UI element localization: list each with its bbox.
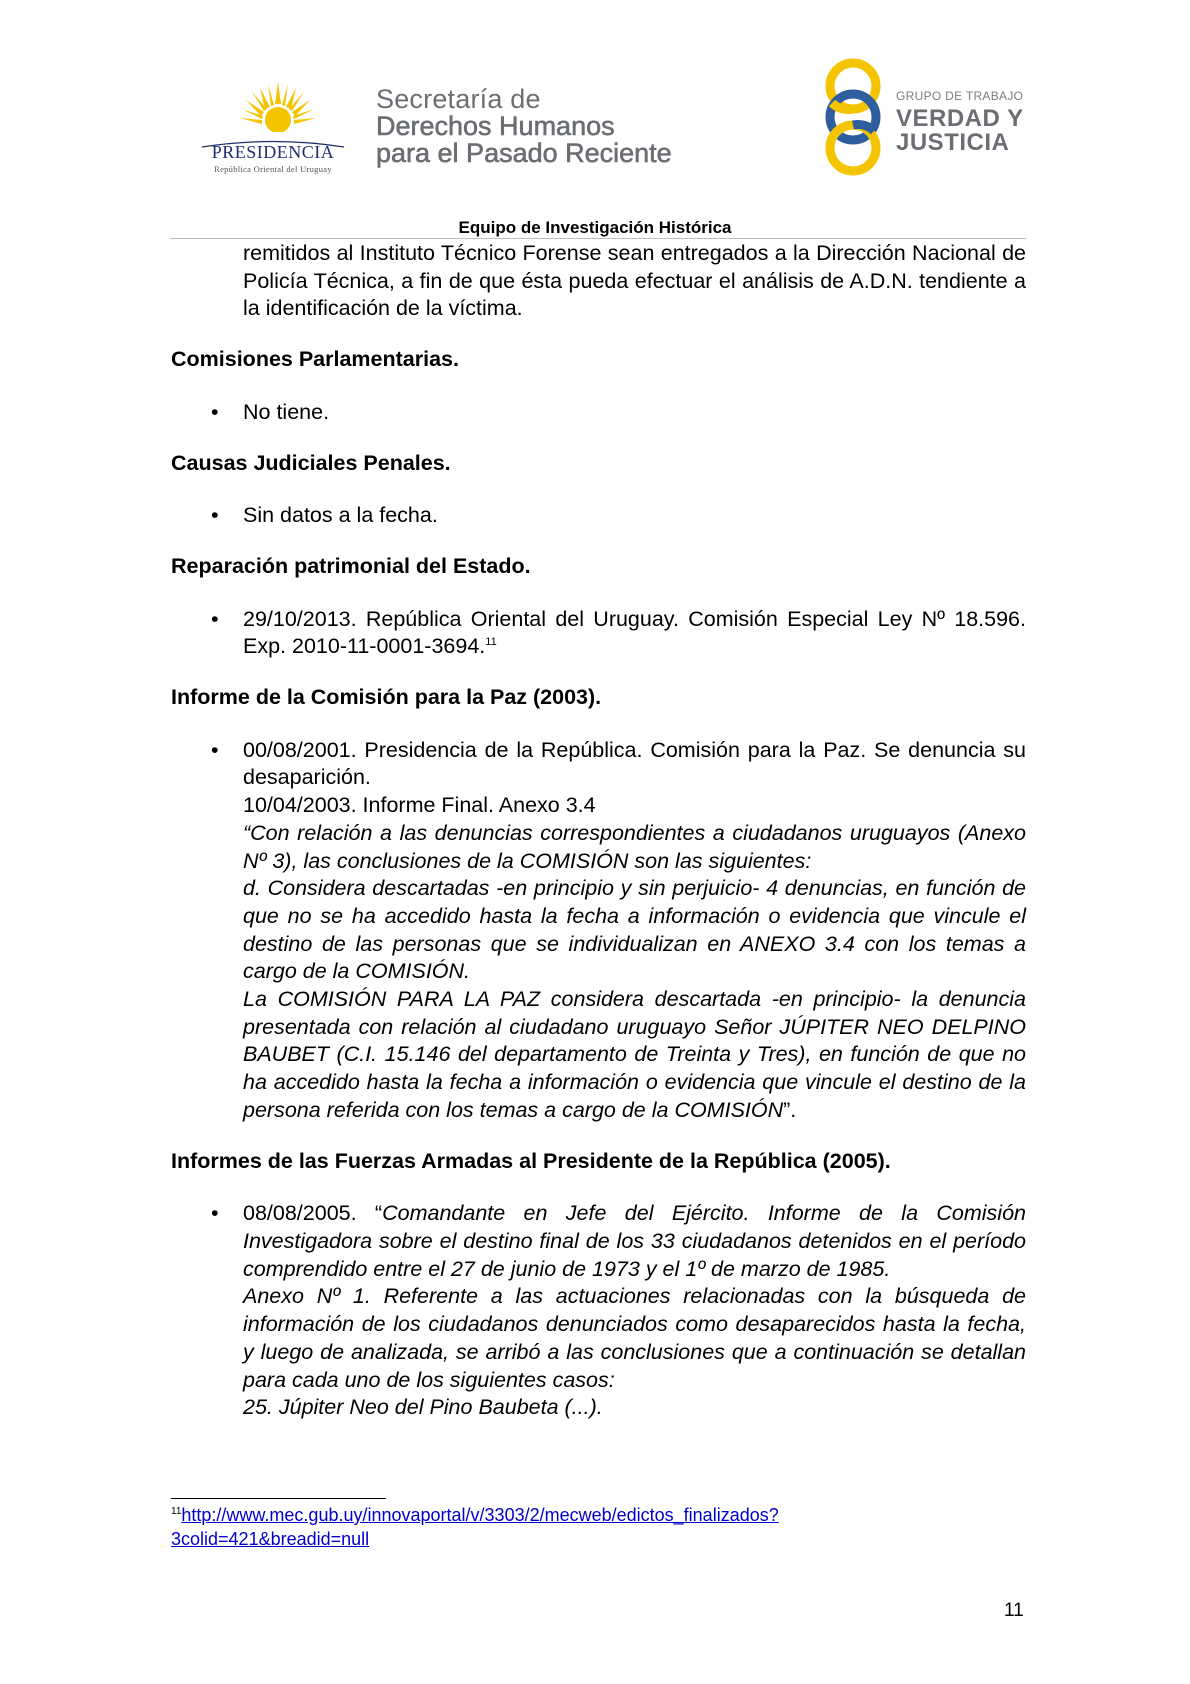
secretaria-line-1: Secretaría de	[376, 84, 541, 114]
footnote-reference[interactable]: 11	[485, 636, 497, 649]
bullet-text: 29/10/2013. República Oriental del Uruguay. Comisión Especial Ley Nº 18.596. Exp. 2010-11-0001-3694.	[243, 606, 1026, 659]
footnote-number: 11	[171, 1506, 182, 1517]
bullet-text: No tiene.	[243, 399, 330, 424]
footnote-divider	[171, 1498, 386, 1499]
page-number: 11	[1004, 1600, 1024, 1621]
document-body	[171, 240, 1026, 1422]
secretaria-logo-text	[376, 86, 672, 167]
gtvj-line-3: JUSTICIA	[896, 129, 1010, 156]
header-divider	[170, 238, 1026, 239]
heading-informe-paz: Informe de la Comisión para la Paz (2003).	[171, 685, 602, 710]
informe-paz-quote-2: d. Considera descartadas -en principio y sin perjuicio- 4 denuncias, en función de que no se ha accedido hasta la fecha a información o evidencia que vincule el destino de las personas que se individualizan en ANEXO 3.4 con los temas a cargo de la COMISIÓN.	[243, 876, 1026, 984]
header-title: Equipo de Investigación Histórica	[458, 218, 732, 237]
bullet-dot-icon: •	[211, 737, 219, 762]
bullet-dot-icon: •	[211, 503, 219, 528]
fuerzas-date: 08/08/2005. “	[243, 1201, 383, 1226]
presidencia-subtitle: República Oriental del Uruguay	[214, 164, 332, 174]
bullet-causas	[171, 502, 1026, 530]
heading-causas: Causas Judiciales Penales.	[171, 450, 451, 475]
bullet-reparacion	[171, 606, 1026, 661]
secretaria-line-2: Derechos Humanos	[376, 111, 615, 141]
gtvj-line-1: GRUPO DE TRABAJO	[896, 89, 1024, 103]
informe-paz-line-1: 00/08/2001. Presidencia de la República. Comisión para la Paz. Se denuncia su desaparición.	[243, 737, 1026, 790]
bullet-dot-icon: •	[211, 606, 219, 631]
bullet-comisiones	[171, 399, 1026, 427]
verdad-justicia-logo	[820, 55, 1030, 180]
informe-paz-line-2: 10/04/2003. Informe Final. Anexo 3.4	[243, 793, 596, 818]
gtvj-line-2: VERDAD Y	[896, 105, 1024, 132]
bullet-fuerzas	[171, 1200, 1026, 1422]
footnote-link-line-2[interactable]: 3colid=421&breadid=null	[171, 1529, 370, 1549]
fuerzas-quote-3: 25. Júpiter Neo del Pino Baubeta (...).	[243, 1395, 603, 1420]
secretaria-line-3: para el Pasado Reciente	[376, 138, 672, 168]
bullet-informe-paz	[171, 737, 1026, 1125]
bullet-dot-icon: •	[211, 399, 219, 424]
heading-comisiones: Comisiones Parlamentarias.	[171, 347, 459, 372]
presidencia-logo	[198, 80, 348, 180]
footnote	[171, 1503, 891, 1551]
fuerzas-quote-2: Anexo Nº 1. Referente a las actuaciones relacionadas con la búsqueda de información de los ciudadanos denunciados como desaparecidos hasta la fecha, y luego de analizada, se arribó a las conclusiones que a continuación se detallan para cada uno de los siguientes casos:	[243, 1284, 1026, 1392]
bullet-text: Sin datos a la fecha.	[243, 503, 438, 528]
informe-paz-quote-end: ”.	[783, 1097, 797, 1122]
linked-rings-icon	[820, 55, 890, 180]
presidencia-name: PRESIDENCIA	[211, 142, 335, 162]
heading-reparacion: Reparación patrimonial del Estado.	[171, 553, 531, 578]
continuation-paragraph: remitidos al Instituto Técnico Forense sean entregados a la Dirección Nacional de Policía Técnica, a fin de que ésta pueda efectuar el análisis de A.D.N. tendiente a la identificación de la víctima.	[243, 241, 1026, 321]
informe-paz-quote-3: La COMISIÓN PARA LA PAZ considera descartada -en principio- la denuncia presentada con relación al ciudadano uruguayo Señor JÚPITER NEO DELPINO BAUBET (C.I. 15.146 del departamento de Treinta y Tres), en función de que no ha accedido hasta la fecha a información o evidencia que vincule el destino de la persona referida con los temas a cargo de la COMISIÓN	[243, 987, 1026, 1122]
bullet-dot-icon: •	[211, 1201, 219, 1226]
fuerzas-quote-1: Comandante en Jefe del Ejército. Informe de la Comisión Investigadora sobre el destino final de los 33 ciudadanos detenidos en el período comprendido entre el 27 de junio de 1973 y el 1º de marzo de 1985.	[243, 1201, 1026, 1281]
footnote-link-line-1[interactable]: http://www.mec.gub.uy/innovaportal/v/3303/2/mecweb/edictos_finalizados?	[181, 1505, 779, 1525]
heading-fuerzas: Informes de las Fuerzas Armadas al Presidente de la República (2005).	[171, 1148, 891, 1173]
informe-paz-quote-1: “Con relación a las denuncias correspondientes a ciudadanos uruguayos (Anexo Nº 3), las conclusiones de la COMISIÓN son las siguientes:	[243, 820, 1026, 873]
sun-emblem-icon	[238, 80, 318, 142]
